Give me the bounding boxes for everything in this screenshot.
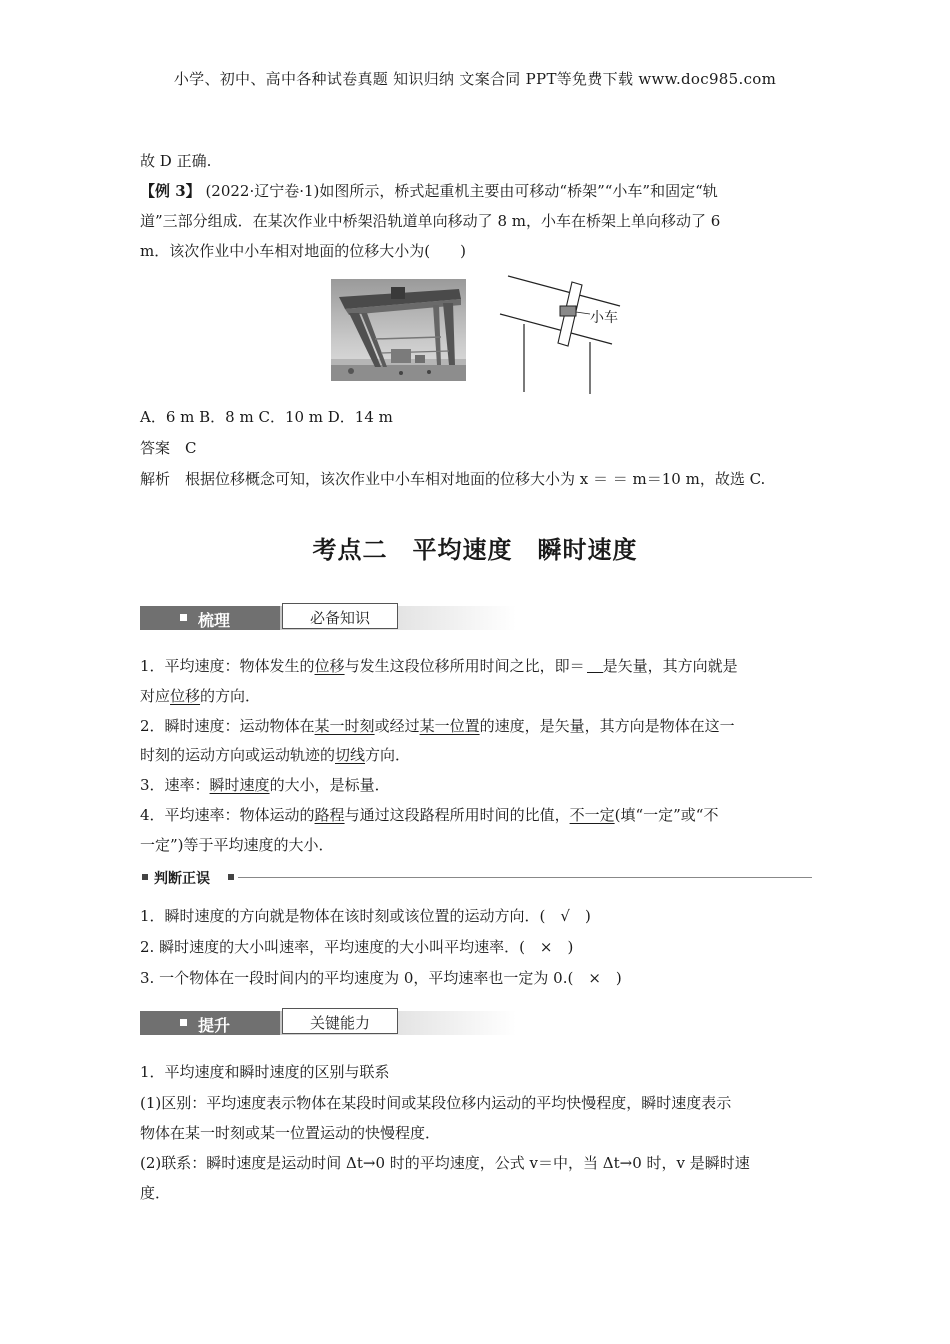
knowledge-4b: 一定”)等于平均速度的大小． — [140, 836, 334, 854]
judge-item-3: 3. 一个物体在一段时间内的平均速度为 0，平均速率也一定为 0.( × ) — [140, 969, 622, 987]
answer-line: 答案 C — [140, 439, 197, 457]
example3-line3: m．该次作业中小车相对地面的位移大小为( ) — [140, 242, 466, 260]
judge-label: 判断正误 — [154, 871, 210, 887]
ability-p1a: (1)区别：平均速度表示物体在某段时间或某段位移内运动的平均快慢程度，瞬时速度表示 — [140, 1094, 732, 1112]
ability-heading: 1．平均速度和瞬时速度的区别与联系 — [140, 1063, 390, 1081]
banner-review-label: 梳理 — [198, 611, 231, 630]
knowledge-1a: 1．平均速度：物体发生的位移与发生这段位移所用时间之比，即＝ 是矢量，其方向就是 — [140, 657, 738, 675]
banner-improve — [140, 1008, 516, 1038]
example3-line1 — [140, 181, 812, 201]
page-header: 小学、初中、高中各种试卷真题 知识归纳 文案合同 PPT等免费下载 www.doc985.com — [173, 70, 777, 88]
judge-header — [140, 868, 812, 888]
banner-review — [140, 603, 516, 633]
knowledge-1b: 对应位移的方向． — [140, 687, 261, 705]
bridge-crane-photo — [331, 279, 466, 381]
ability-p1b: 物体在某一时刻或某一位置运动的快慢程度． — [140, 1124, 441, 1142]
knowledge-2b: 时刻的运动方向或运动轨迹的切线方向． — [140, 746, 411, 764]
banner-improve-box — [282, 1008, 398, 1034]
trolley-label: 小车 — [590, 310, 618, 326]
banner-review-box-label: 必备知识 — [309, 609, 370, 627]
judge-item-1: 1．瞬时速度的方向就是物体在该时刻或该位置的运动方向．( √ ) — [140, 907, 591, 925]
crane-diagram — [498, 272, 630, 396]
fill-blank — [587, 658, 603, 673]
section-title: 考点二 平均速度 瞬时速度 — [312, 535, 638, 564]
knowledge-2a: 2．瞬时速度：运动物体在某一时刻或经过某一位置的速度，是矢量，其方向是物体在这一 — [140, 717, 735, 735]
ability-p2b: 度． — [140, 1184, 171, 1202]
banner-improve-label: 提升 — [198, 1016, 231, 1035]
answer-options: A．6 m B．8 m C．10 m D．14 m — [140, 408, 393, 426]
example3-text1: (2022·辽宁卷·1)如图所示，桥式起重机主要由可移动“桥架”“小车”和固定“轨 — [200, 182, 718, 200]
ability-p2a: (2)联系：瞬时速度是运动时间 Δt→0 时的平均速度，公式 v＝中，当 Δt→0 时，v 是瞬时速 — [140, 1154, 750, 1172]
knowledge-3: 3．速率：瞬时速度的大小，是标量． — [140, 776, 390, 794]
trolley-leader — [576, 312, 590, 314]
banner-review-box — [282, 603, 398, 629]
judge-item-2: 2. 瞬时速度的大小叫速率，平均速度的大小叫平均速率．( × ) — [140, 938, 574, 956]
example3-line2: 道”三部分组成．在某次作业中桥架沿轨道单向移动了 8 m，小车在桥架上单向移动了 6 — [140, 212, 721, 230]
bridge-rail-upper — [508, 276, 620, 306]
banner-improve-box-label: 关键能力 — [309, 1014, 370, 1032]
knowledge-4a: 4．平均速率：物体运动的路程与通过这段路程所用时间的比值，不一定(填“一定”或“不 — [140, 806, 719, 824]
trolley — [560, 306, 576, 316]
previous-answer-line: 故 D 正确. — [140, 152, 212, 170]
example3-tag: 【例 3】 — [140, 182, 201, 200]
analysis-line: 解析 根据位移概念可知，该次作业中小车相对地面的位移大小为 x ＝ ＝ m＝10 m，故选 C. — [140, 470, 766, 488]
